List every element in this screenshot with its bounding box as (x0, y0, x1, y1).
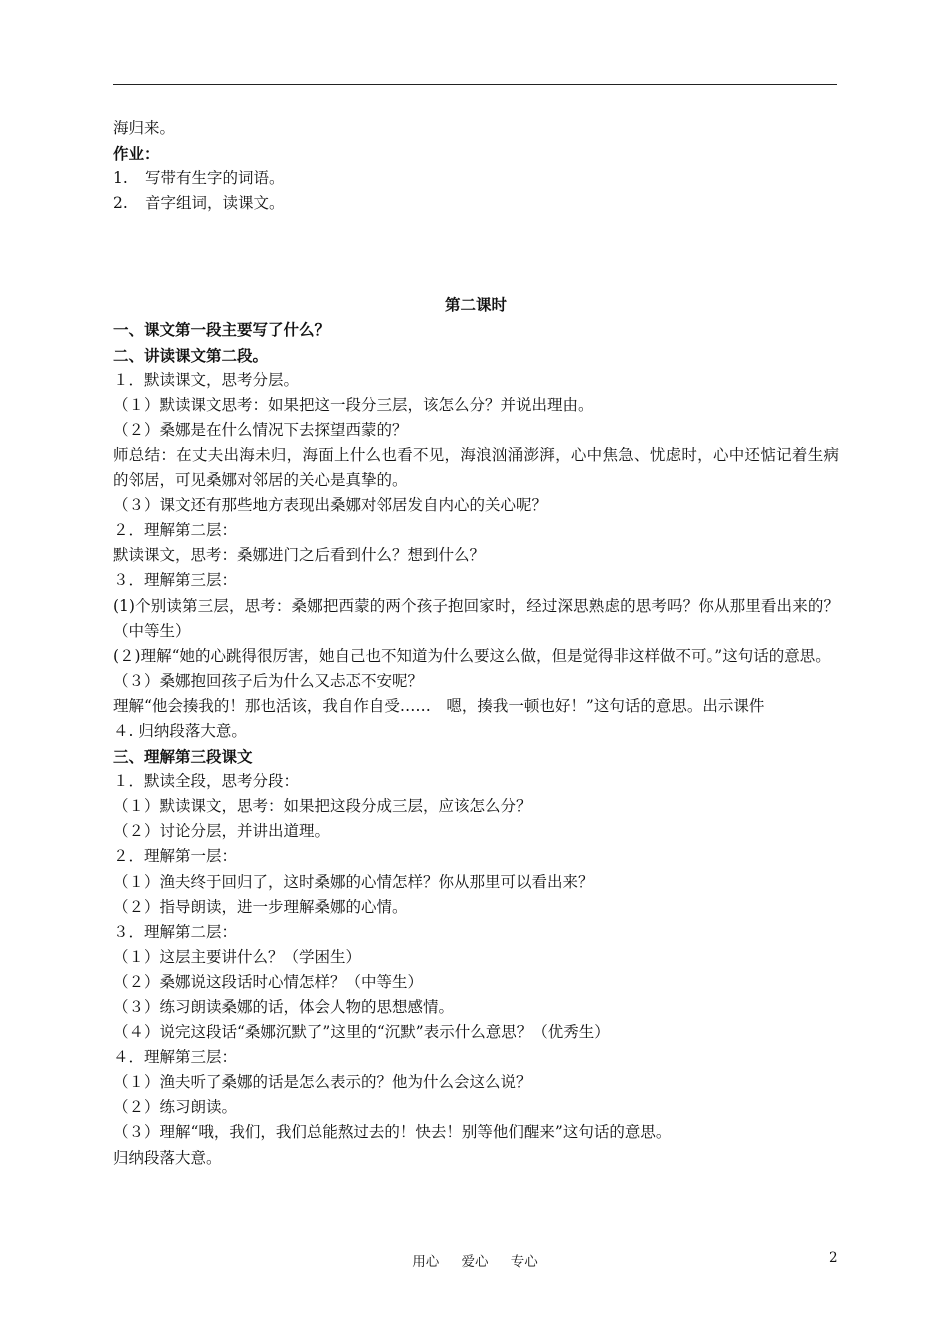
lesson-line: （２）桑娜是在什么情况下去探望西蒙的？ (113, 420, 408, 439)
lesson-line: （３）练习朗读桑娜的话，体会人物的思想感情。 (113, 998, 455, 1016)
lesson-line: （１）这层主要讲什么？（学困生） (113, 947, 362, 966)
footer-motto (0, 1250, 950, 1270)
section-heading: 三、理解第三段课文 (113, 747, 253, 767)
lesson-line: ３．理解第三层： (113, 571, 238, 590)
lesson-line: （１）渔夫听了桑娜的话是怎么表示的？他为什么会这么说？ (113, 1073, 532, 1092)
lesson-line: １．默读全段，思考分段： (113, 772, 300, 791)
homework-item-text: 写带有生字的词语。 (145, 169, 285, 188)
lesson-line: ４. 归纳段落大意。 (113, 721, 247, 740)
lesson-line: （１）渔夫终于回归了，这时桑娜的心情怎样？你从那里可以看出来？ (113, 872, 594, 891)
header-rule (113, 84, 837, 85)
lesson-title: 第二课时 (444, 295, 507, 315)
motto-word: 爱心 (461, 1254, 489, 1270)
page-footer (0, 1250, 950, 1270)
page-body (113, 116, 839, 1171)
homework-heading: 作业： (113, 144, 160, 164)
homework-item (113, 166, 839, 191)
lesson-line: （１）默读课文思考：如果把这一段分三层，该怎么分？并说出理由。 (113, 395, 594, 414)
lesson-line: （１）默读课文，思考：如果把这段分成三层，应该怎么分？ (113, 797, 532, 816)
lesson-line: (２)理解“她的心跳得很厉害，她自己也不知道为什么要这么做，但是觉得非这样做不可。”这句话的意思。 (113, 646, 831, 665)
lesson-line: （４）说完这段话“桑娜沉默了”这里的“沉默”表示什么意思？（优秀生） (113, 1023, 610, 1042)
lesson-line: （３）理解“哦，我们，我们总能熬过去的！快去！别等他们醒来”这句话的意思。 (113, 1123, 672, 1142)
motto-word: 用心 (412, 1254, 440, 1270)
lesson-line: 师总结：在丈夫出海未归，海面上什么也看不见，海浪汹涌澎湃，心中焦急、忧虑时，心中还惦记着生病的邻居，可见桑娜对邻居的关心是真挚的。 (113, 445, 839, 490)
homework-item (113, 191, 839, 216)
section-heading: 一、课文第一段主要写了什么？ (113, 320, 331, 340)
homework-item-number: 1. (113, 169, 128, 188)
homework-item-text: 音字组词，读课文。 (145, 194, 285, 213)
continuation-text: 海归来。 (113, 119, 176, 137)
lesson-line: 默读课文，思考：桑娜进门之后看到什么？想到什么？ (113, 546, 486, 565)
section-heading: 二、讲读课文第二段。 (113, 345, 269, 365)
spacer (113, 216, 839, 292)
lesson-line: ２．理解第一层： (113, 847, 238, 866)
lesson-line: （３）课文还有那些地方表现出桑娜对邻居发自内心的关心呢？ (113, 496, 548, 515)
motto-word: 专心 (510, 1254, 538, 1270)
lesson-line: （２）指导朗读，进一步理解桑娜的心情。 (113, 897, 408, 916)
lesson-line: ３．理解第二层： (113, 922, 238, 941)
lesson-line: (1)个别读第三层，思考：桑娜把西蒙的两个孩子抱回家时，经过深思熟虑的思考吗？你从那里看出来的？（中等生） (113, 596, 839, 640)
lesson-line: ４．理解第三层： (113, 1048, 238, 1067)
lesson-line: 归纳段落大意。 (113, 1148, 222, 1167)
homework-item-number: 2. (113, 194, 128, 213)
lesson-line: ２．理解第二层： (113, 521, 238, 540)
lesson-line: （２）练习朗读。 (113, 1098, 238, 1117)
page-number: 2 (829, 1250, 838, 1266)
lesson-line: （３）桑娜抱回孩子后为什么又忐忑不安呢？ (113, 671, 424, 690)
lesson-line: （２）桑娜说这段话时心情怎样？（中等生） (113, 972, 424, 991)
lesson-line: １．默读课文，思考分层。 (113, 370, 300, 389)
lesson-line: （２）讨论分层，并讲出道理。 (113, 822, 331, 841)
lesson-line: 理解“他会揍我的！那也活该，我自作自受…… 嗯，揍我一顿也好！”这句话的意思。出示课件 (113, 696, 765, 715)
lesson-content (113, 317, 839, 1170)
